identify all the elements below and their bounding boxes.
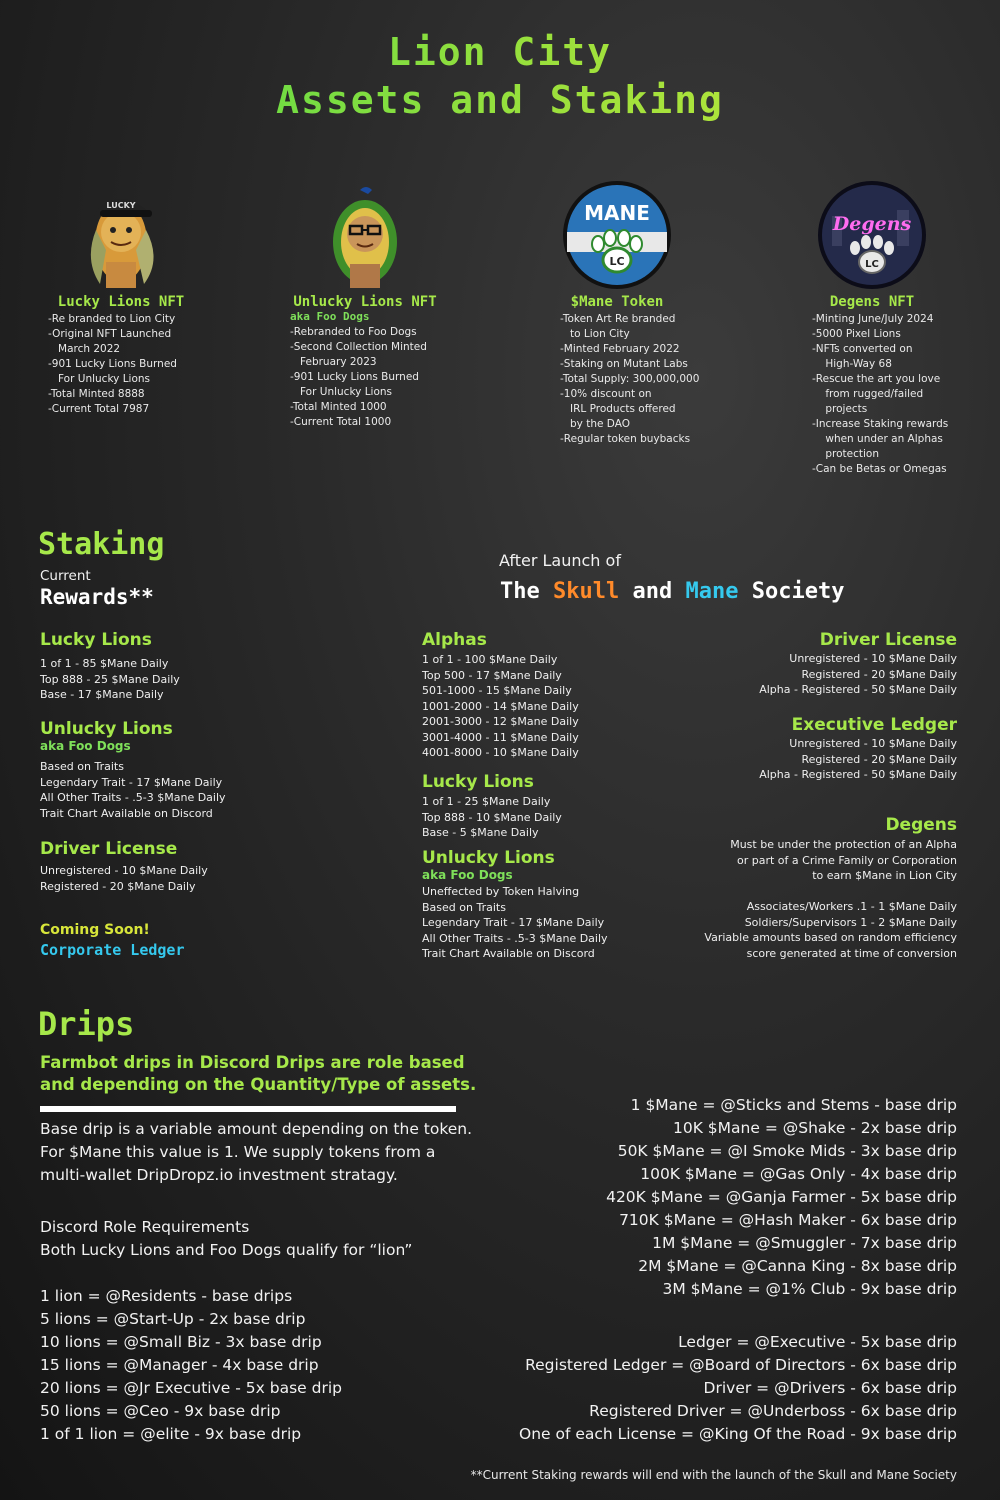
after-alphas-block (422, 630, 579, 761)
rewards-label: Rewards** (40, 585, 154, 609)
mane-roles-list (606, 1094, 957, 1301)
asset-line: March 2022 (48, 343, 121, 355)
drips-lead (40, 1052, 476, 1096)
reward-line: 1 of 1 - 100 $Mane Daily (422, 653, 558, 666)
drips-heading: Drips (38, 1005, 135, 1043)
intro-line: For $Mane this value is 1. We supply tokens from a (40, 1143, 436, 1161)
asset-line: -Total Minted 1000 (290, 401, 387, 413)
asset-name: $Mane Token (570, 294, 664, 310)
block-title: Driver License (40, 839, 178, 859)
degens-paw-icon (817, 180, 927, 290)
page-title: Lion City (0, 30, 1000, 74)
block-sub: aka Foo Dogs (40, 739, 131, 753)
asset-line: when under an Alphas (812, 433, 943, 445)
asset-name: Degens NFT (829, 294, 915, 310)
license-role: Driver = @Drivers - 6x base drip (703, 1379, 957, 1397)
reward-line: Trait Chart Available on Discord (40, 806, 213, 820)
license-role: Registered Ledger = @Board of Directors - 6x base drip (525, 1356, 957, 1374)
asset-line: February 2023 (290, 356, 377, 368)
current-lucky-block (40, 630, 180, 703)
reward-line: Registered - 20 $Mane Daily (801, 667, 957, 681)
asset-line: -Total Minted 8888 (48, 388, 145, 400)
asset-line: -Current Total 7987 (48, 403, 150, 415)
society-and: and (632, 579, 673, 604)
reward-line: Based on Traits (40, 760, 124, 773)
asset-mane-token (512, 180, 722, 447)
block-title: Lucky Lions (422, 772, 534, 792)
svg-text:LC: LC (609, 255, 625, 268)
reward-line: All Other Traits - .5-3 $Mane Daily (40, 791, 226, 804)
after-launch-label: After Launch of (499, 551, 621, 570)
reward-line: 1 of 1 - 25 $Mane Daily (422, 795, 551, 808)
asset-line: -Staking on Mutant Labs (560, 358, 688, 370)
asset-line: -Second Collection Minted (290, 341, 427, 353)
mane-badge-text: MANE (584, 201, 650, 225)
reward-line: Soldiers/Supervisors 1 - 2 $Mane Daily (744, 915, 957, 929)
block-title: Alphas (422, 630, 487, 650)
asset-sub: aka Foo Dogs (290, 310, 370, 323)
reward-line: Top 888 - 25 $Mane Daily (40, 672, 180, 686)
current-unlucky-block (40, 719, 226, 821)
asset-line: -Can be Betas or Omegas (812, 463, 947, 475)
lion-glasses-icon (310, 180, 420, 290)
drips-intro (40, 1118, 472, 1187)
mane-role: 50K $Mane = @I Smoke Mids - 3x base drip (617, 1142, 957, 1160)
asset-line: projects (812, 403, 868, 415)
society-title (500, 579, 844, 604)
block-sub: aka Foo Dogs (422, 868, 513, 882)
society-the: The (500, 579, 540, 604)
svg-text:LUCKY: LUCKY (106, 201, 136, 210)
lion-cap-icon (66, 180, 176, 290)
block-title: Unlucky Lions (40, 719, 173, 739)
asset-degens (762, 180, 982, 477)
reward-line: Top 500 - 17 $Mane Daily (422, 668, 562, 682)
reward-line: Alpha - Registered - 50 $Mane Daily (759, 768, 957, 781)
asset-line: -Token Art Re branded (560, 313, 676, 325)
current-label: Current (40, 568, 91, 584)
lion-role: 50 lions = @Ceo - 9x base drip (40, 1402, 281, 1420)
reward-line: 501-1000 - 15 $Mane Daily (422, 684, 572, 697)
lion-role: 20 lions = @Jr Executive - 5x base drip (40, 1379, 342, 1397)
drips-lead-line: and depending on the Quantity/Type of assets. (40, 1075, 477, 1094)
asset-line: -901 Lucky Lions Burned (48, 358, 177, 370)
asset-line: -Rescue the art you love (812, 373, 941, 385)
asset-lucky-lions (16, 180, 226, 417)
after-driver-block (759, 630, 957, 698)
reward-line: 1 of 1 - 85 $Mane Daily (40, 657, 169, 670)
staking-heading: Staking (38, 527, 165, 562)
reward-line: Unregistered - 10 $Mane Daily (789, 652, 957, 665)
asset-unlucky-lions (260, 180, 470, 430)
asset-line: -Minted February 2022 (560, 343, 680, 355)
block-title: Executive Ledger (791, 715, 957, 735)
license-roles-list (519, 1331, 957, 1446)
corporate-ledger-label: Corporate Ledger (40, 941, 185, 959)
asset-line: For Unlucky Lions (48, 373, 151, 385)
reward-line: Must be under the protection of an Alpha (730, 838, 957, 851)
lion-role: 10 lions = @Small Biz - 3x base drip (40, 1333, 322, 1351)
asset-line: -901 Lucky Lions Burned (290, 371, 419, 383)
lion-role: 5 lions = @Start-Up - 2x base drip (40, 1310, 306, 1328)
asset-line: protection (812, 448, 879, 460)
mane-role: 710K $Mane = @Hash Maker - 6x base drip (619, 1211, 957, 1229)
intro-line: multi-wallet DripDropz.io investment stratagy. (40, 1166, 398, 1184)
reward-line: Based on Traits (422, 900, 506, 914)
license-role: Registered Driver = @Underboss - 6x base drip (589, 1402, 957, 1420)
mane-role: 10K $Mane = @Shake - 2x base drip (672, 1119, 957, 1137)
current-driver-block (40, 839, 208, 894)
reward-line: Uneffected by Token Halving (422, 885, 580, 898)
asset-line: -Minting June/July 2024 (812, 313, 934, 325)
society-society: Society (751, 579, 845, 604)
reward-line (704, 884, 957, 900)
asset-line: from rugged/failed (812, 388, 924, 400)
license-role: Ledger = @Executive - 5x base drip (678, 1333, 957, 1351)
reward-line: Unregistered - 10 $Mane Daily (789, 737, 957, 750)
after-exec-block (759, 715, 957, 783)
divider (40, 1106, 456, 1112)
requirement-line: Both Lucky Lions and Foo Dogs qualify for “lion” (40, 1241, 413, 1259)
reward-line: Legendary Trait - 17 $Mane Daily (40, 775, 223, 789)
block-title: Unlucky Lions (422, 848, 555, 868)
page-subtitle: Assets and Staking (0, 78, 1000, 122)
reward-line: to earn $Mane in Lion City (812, 869, 957, 882)
asset-line: -Current Total 1000 (290, 416, 392, 428)
asset-line: -Total Supply: 300,000,000 (560, 373, 700, 385)
asset-line: -Rebranded to Foo Dogs (290, 326, 417, 338)
asset-line: -Original NFT Launched (48, 328, 172, 340)
society-mane: Mane (685, 579, 739, 604)
footnote: **Current Staking rewards will end with the launch of the Skull and Mane Society (470, 1468, 957, 1482)
reward-line: 3001-4000 - 11 $Mane Daily (422, 730, 579, 744)
society-skull: Skull (553, 579, 620, 604)
mane-role: 1M $Mane = @Smuggler - 7x base drip (652, 1234, 957, 1252)
reward-line: Base - 17 $Mane Daily (40, 688, 164, 701)
asset-name: Unlucky Lions NFT (293, 294, 437, 310)
lion-role: 15 lions = @Manager - 4x base drip (40, 1356, 319, 1374)
asset-line: -NFTs converted on (812, 343, 913, 355)
asset-line: High-Way 68 (812, 358, 892, 370)
requirement-line: Discord Role Requirements (40, 1218, 250, 1236)
reward-line: Registered - 20 $Mane Daily (40, 879, 196, 893)
reward-line: Trait Chart Available on Discord (422, 947, 595, 960)
asset-line: to Lion City (560, 328, 630, 340)
reward-line: 2001-3000 - 12 $Mane Daily (422, 715, 579, 728)
asset-line: -Re branded to Lion City (48, 313, 176, 325)
asset-line: -5000 Pixel Lions (812, 328, 901, 340)
mane-role: 100K $Mane = @Gas Only - 4x base drip (640, 1165, 957, 1183)
coming-soon-label: Coming Soon! (40, 922, 150, 938)
reward-line: Top 888 - 10 $Mane Daily (422, 810, 562, 824)
after-lucky-block (422, 772, 562, 841)
lion-roles-list (40, 1285, 342, 1446)
reward-line: Unregistered - 10 $Mane Daily (40, 864, 208, 877)
after-degens-block (704, 815, 957, 961)
lion-role: 1 of 1 lion = @elite - 9x base drip (40, 1425, 302, 1443)
after-unlucky-block (422, 848, 608, 962)
svg-text:LC: LC (865, 259, 879, 270)
asset-name: Lucky Lions NFT (57, 294, 185, 310)
role-requirements (40, 1216, 412, 1262)
intro-line: Base drip is a variable amount depending on the token. (40, 1120, 473, 1138)
mane-role: 420K $Mane = @Ganja Farmer - 5x base drip (606, 1188, 957, 1206)
reward-line: Registered - 20 $Mane Daily (801, 752, 957, 766)
asset-line: by the DAO (560, 418, 630, 430)
reward-line: 4001-8000 - 10 $Mane Daily (422, 746, 579, 759)
drips-lead-line: Farmbot drips in Discord Drips are role based (40, 1053, 465, 1072)
reward-line: Alpha - Registered - 50 $Mane Daily (759, 683, 957, 696)
reward-line: or part of a Crime Family or Corporation (737, 853, 957, 867)
block-title: Lucky Lions (40, 630, 152, 650)
reward-line: Base - 5 $Mane Daily (422, 826, 539, 839)
asset-line: -Regular token buybacks (560, 433, 691, 445)
reward-line: score generated at time of conversion (746, 946, 957, 960)
block-title: Driver License (819, 630, 957, 650)
reward-line: Legendary Trait - 17 $Mane Daily (422, 916, 605, 929)
reward-line: Variable amounts based on random efficiency (704, 931, 957, 944)
asset-line: For Unlucky Lions (290, 386, 393, 398)
mane-role: 2M $Mane = @Canna King - 8x base drip (638, 1257, 957, 1275)
reward-line: Associates/Workers .1 - 1 $Mane Daily (746, 900, 957, 913)
license-role: One of each License = @King Of the Road - 9x base drip (519, 1425, 957, 1443)
asset-line: -Increase Staking rewards (812, 418, 949, 430)
reward-line: All Other Traits - .5-3 $Mane Daily (422, 931, 608, 945)
lion-role: 1 lion = @Residents - base drips (40, 1287, 293, 1305)
mane-role: 1 $Mane = @Sticks and Stems - base drip (630, 1096, 957, 1114)
mane-role: 3M $Mane = @1% Club - 9x base drip (662, 1280, 957, 1298)
reward-line: 1001-2000 - 14 $Mane Daily (422, 699, 579, 713)
asset-line: IRL Products offered (560, 403, 676, 415)
asset-line: -10% discount on (560, 388, 652, 400)
mane-paw-icon (562, 180, 672, 290)
degens-badge-text: Degens (832, 213, 912, 235)
block-title: Degens (885, 815, 957, 835)
